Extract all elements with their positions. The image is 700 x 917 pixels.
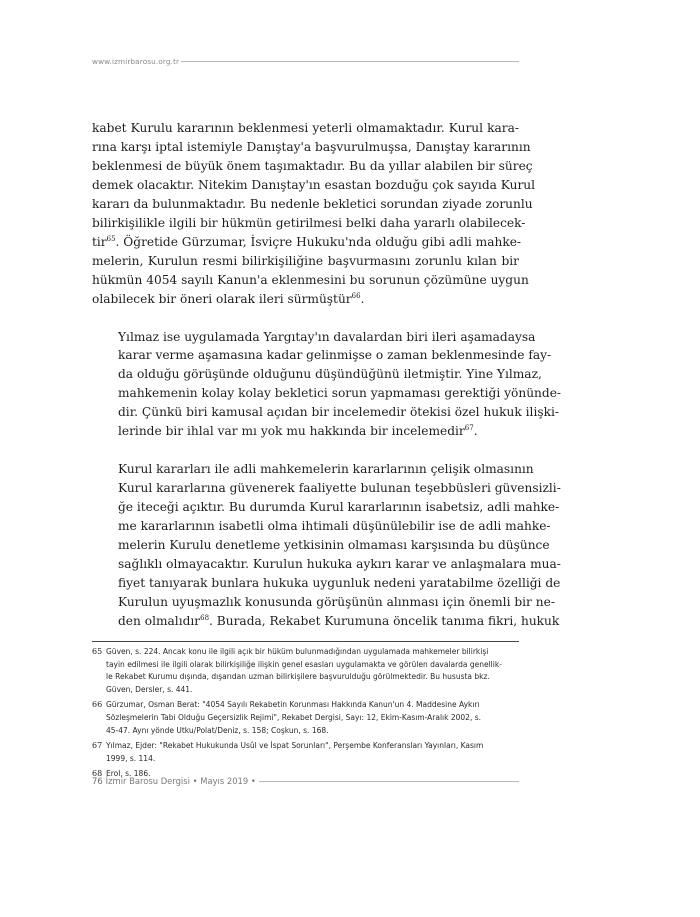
header-rule: [181, 61, 519, 62]
text-line: me kararlarının isabetli olma ihtimali düşünülebilir ise de adli mahke-: [118, 519, 551, 534]
footnote-text: [106, 699, 519, 737]
text-line: melerin, Kurulun resmi bilirkişiliğine başvurmasını zorunlu kılan bir: [92, 253, 519, 268]
text-line: olabilecek bir öneri olarak ileri sürmüştür$^{66}$.: [92, 291, 365, 306]
text-line: karar verme aşamasına kadar gelinmişse o zaman beklenmesinde fay-: [118, 348, 552, 363]
text-line: mahkemenin kolay kolay bekletici sorun yapmaması gerektiği yönünde-: [118, 386, 562, 401]
text-line: kabet Kurulu kararının beklenmesi yeterli olmamaktadır. Kurul kara-: [92, 121, 519, 135]
text-line: hükmün 4054 sayılı Kanun'a eklenmesini bu sorunun çözümüne uygun: [92, 272, 529, 287]
footnote-line: le Rekabet Kurumu dışında, dışarıdan uzman bilirkişilere başvurulduğu görülmektedir. Bu hususta bkz.: [106, 672, 490, 682]
running-header: [92, 54, 519, 68]
paragraph: [92, 460, 561, 631]
journal-name: İzmir Barosu Dergisi • Mayıs 2019 •: [105, 776, 256, 786]
header-url: www.izmirbarosu.org.tr: [92, 56, 180, 66]
footnote-text: [106, 646, 519, 696]
footnote-number: 66: [92, 700, 103, 710]
text-line: bilirkişilikle ilgili bir hükmün getirilmesi belki daha yararlı olabilecek-: [92, 215, 526, 230]
footnote-line: Gürzumar, Osman Berat: "4054 Sayılı Rekabetin Korunması Hakkında Kanun'un 4. Maddesine Aykırı: [106, 700, 480, 710]
text-line: da olduğu görüşünde olduğunu düşündüğünü iletmiştir. Yine Yılmaz,: [118, 367, 542, 382]
footnote-line: 45-47. Aynı yönde Utku/Polat/Deniz, s. 158; Coşkun, s. 168.: [106, 725, 329, 735]
text-line: beklenmesi de büyük önem taşımaktadır. Bu da yıllar alabilen bir süreç: [92, 158, 533, 173]
text-line: den olmalıdır$^{68}$. Burada, Rekabet Kurumuna öncelik tanıma fikri, hukuk: [118, 613, 560, 628]
page-number: 76: [92, 776, 103, 786]
footnote-ref-67[interactable]: 67: [464, 424, 474, 433]
text-line: fiyet tanıyarak bunlara hukuka uygunluk nedeni yaratabilme özelliği de: [118, 575, 561, 590]
footnotes: [92, 646, 519, 784]
text-line: tir$^{65}$. Öğretide Gürzumar, İsviçre Hukuku'nda olduğu gibi adli mahke-: [92, 234, 522, 249]
text-line: sağlıklı olmayacaktır. Kurulun hukuka aykırı karar ve anlaşmalara mua-: [118, 557, 561, 572]
text-line: Kurul kararları ile adli mahkemelerin kararlarının çelişik olmasının: [118, 462, 534, 477]
footnote-line: Güven, Dersler, s. 441.: [106, 684, 193, 694]
footnote-number: 67: [92, 741, 103, 751]
footnote-number: 68: [92, 769, 103, 779]
text-line: demek olacaktır. Nitekim Danıştay'ın esastan bozduğu çok sayıda Kurul: [92, 177, 536, 192]
text-line: rına karşı iptal istemiyle Danıştay'a başvurulmuşsa, Danıştay kararının: [92, 139, 531, 154]
paragraph: [92, 119, 536, 309]
footnote-ref-68[interactable]: 68: [200, 613, 210, 622]
footnote-number: 65: [92, 647, 103, 656]
footnote-line: Sözleşmelerin Tabi Olduğu Geçersizlik Rejimi", Rekabet Dergisi, Sayı: 12, Ekim-Kasım-Aralık 2002, s.: [106, 712, 482, 722]
text-line: Kurul kararlarına güvenerek faaliyette bulunan teşebbüsleri güvensizli-: [118, 481, 561, 496]
footnote-ref-66[interactable]: 66: [351, 291, 361, 300]
text-line: Kurulun uyuşmazlık konusunda görüşünün alınması için önemli bir ne-: [118, 594, 555, 609]
paragraph: [92, 328, 562, 442]
running-footer: [92, 774, 519, 788]
footnote-line: 1999, s. 114.: [106, 753, 156, 763]
footnote-66: [92, 699, 519, 737]
footnote-line: Yılmaz, Ejder: "Rekabet Hukukunda Usûl ve İspat Sorunları", Perşembe Konferansları Yayınları, Kasım: [106, 741, 484, 751]
footnote-line: Güven, s. 224. Ancak konu ile ilgili açık bir hüküm bulunmadığından uygulamada mahkemeler bilirkişi: [106, 647, 489, 656]
footer-text: [92, 776, 256, 786]
footer-rule: [259, 781, 519, 782]
text-line: melerin Kurulu denetleme yetkisinin olmaması karşısında bu düşünce: [118, 538, 550, 553]
text-line: ğe iteceği açıktır. Bu durumda Kurul kararlarının isabetsiz, adli mahke-: [118, 500, 560, 515]
footnote-text: [106, 740, 519, 765]
text-line: Yılmaz ise uygulamada Yargıtay'ın davalardan biri ileri aşamadaysa: [118, 329, 536, 344]
text-line: dir. Çünkü biri kamusal açıdan bir incelemedir ötekisi özel hukuk ilişki-: [118, 405, 559, 420]
footnote-ref-65[interactable]: 65: [106, 234, 116, 243]
footnote-65: [92, 646, 519, 696]
footnote-separator: [92, 641, 519, 642]
text-line: kararı da bulunmaktadır. Bu nedenle bekletici sorundan ziyade zorunlu: [92, 196, 533, 211]
footnote-line: Erol, s. 186.: [106, 769, 151, 779]
text-line: lerinde bir ihlal var mı yok mu hakkında bir incelemedir$^{67}$.: [118, 424, 478, 439]
body-text: [92, 119, 562, 631]
footnote-line: tayin edilmesi ile ilgili olarak bilirkişiliğe ilişkin genel esasları uygulamakta ve görülen davalarda genellik-: [106, 659, 502, 669]
footnote-67: [92, 740, 519, 765]
